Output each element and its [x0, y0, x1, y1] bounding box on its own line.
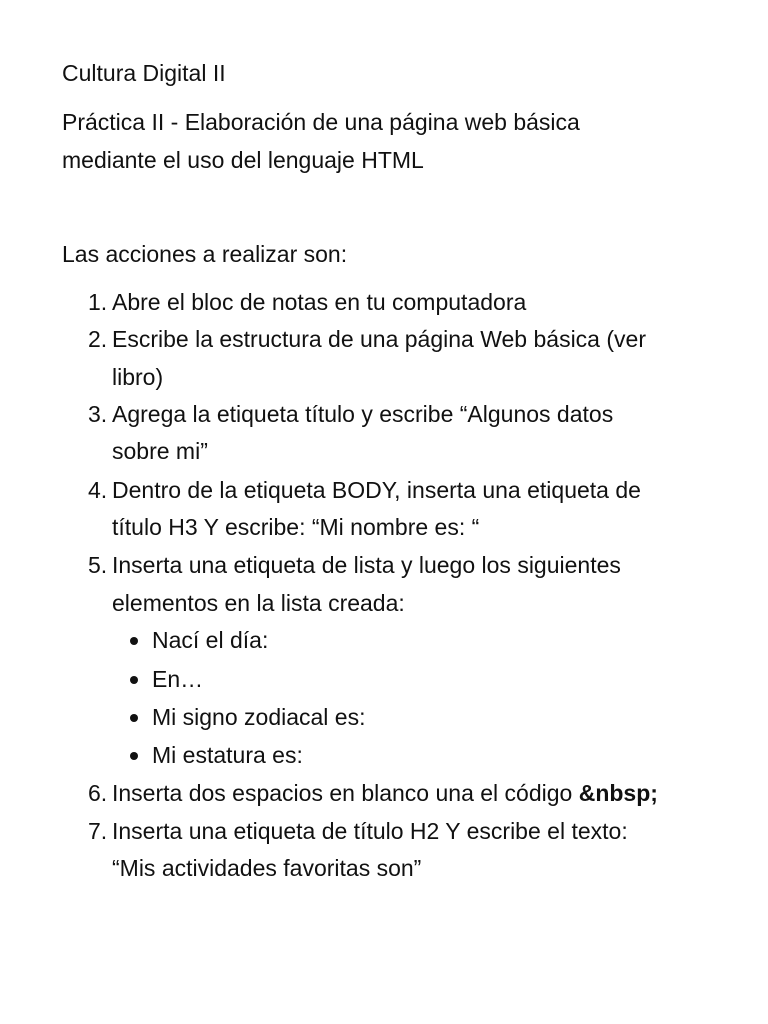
- sub-list-item: En…: [152, 664, 203, 694]
- list-item: [88, 475, 641, 505]
- bullet-icon: [130, 637, 138, 645]
- step-text: Inserta dos espacios en blanco una el código: [112, 780, 579, 806]
- list-item: [88, 287, 527, 317]
- step-text: Escribe la estructura de una página Web básica (ver: [112, 326, 646, 352]
- bullet-icon: [130, 676, 138, 684]
- list-item: [88, 816, 628, 846]
- bullet-icon: [130, 714, 138, 722]
- step-text: Abre el bloc de notas en tu computadora: [112, 289, 527, 315]
- step-number: 3.: [88, 401, 108, 427]
- step-text-continuation: libro): [112, 364, 164, 390]
- bullet-icon: [130, 752, 138, 760]
- step-text-continuation: “Mis actividades favoritas son”: [112, 855, 422, 881]
- sub-list-item: Nací el día:: [152, 625, 268, 655]
- intro-text: Las acciones a realizar son:: [62, 241, 348, 267]
- step-text-continuation: sobre mi”: [112, 438, 208, 464]
- step-number: 5.: [88, 552, 108, 578]
- step-number: 1.: [88, 289, 108, 315]
- practice-title-line-1: Práctica II - Elaboración de una página web básica: [62, 109, 580, 135]
- course-title: Cultura Digital II: [62, 60, 226, 86]
- sub-list-item: Mi estatura es:: [152, 740, 303, 770]
- list-item: [88, 778, 658, 808]
- list-item: [88, 550, 621, 580]
- step-text: Dentro de la etiqueta BODY, inserta una etiqueta de: [112, 477, 641, 503]
- practice-title-line-2: mediante el uso del lenguaje HTML: [62, 147, 424, 173]
- step-number: 2.: [88, 326, 108, 352]
- step-text-continuation: título H3 Y escribe: “Mi nombre es: “: [112, 514, 480, 540]
- step-number: 7.: [88, 818, 108, 844]
- step-text: Inserta una etiqueta de título H2 Y escribe el texto:: [112, 818, 628, 844]
- step-text: Agrega la etiqueta título y escribe “Algunos datos: [112, 401, 614, 427]
- step-text: Inserta una etiqueta de lista y luego los siguientes: [112, 552, 621, 578]
- code-snippet: &nbsp;: [578, 780, 658, 806]
- list-item: [88, 399, 614, 429]
- list-item: [88, 324, 646, 354]
- step-number: 4.: [88, 477, 108, 503]
- step-number: 6.: [88, 780, 108, 806]
- step-text-continuation: elementos en la lista creada:: [112, 590, 405, 616]
- sub-list-item: Mi signo zodiacal es:: [152, 702, 366, 732]
